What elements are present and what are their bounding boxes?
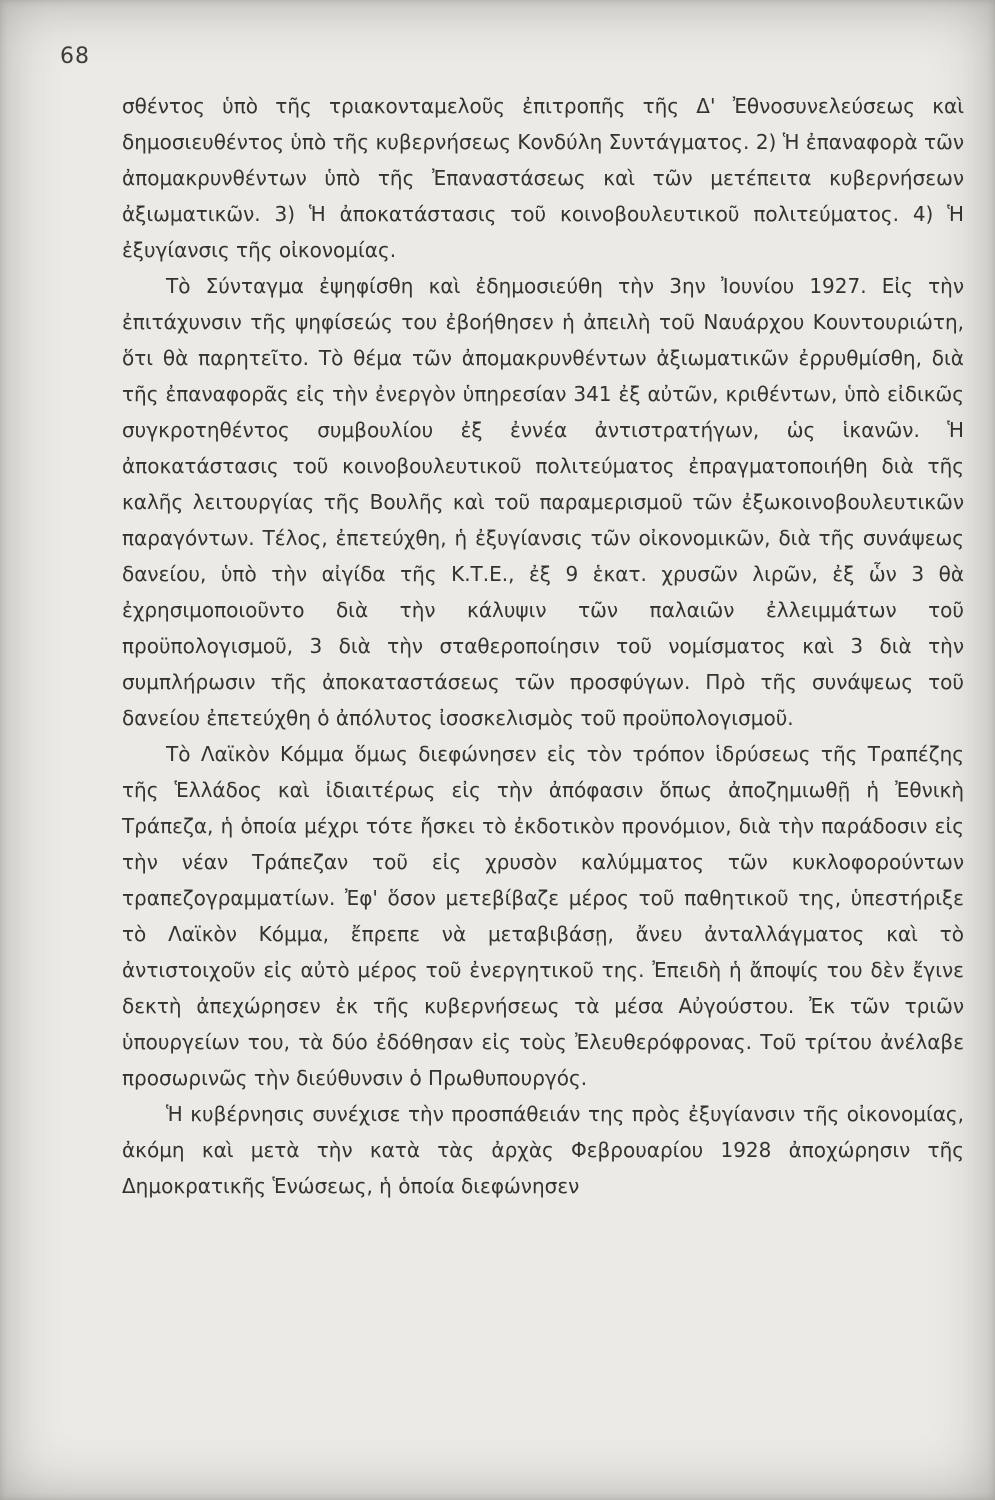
body-text bbox=[122, 88, 964, 1204]
page-number: 68 bbox=[60, 44, 90, 69]
paragraph-2: Τὸ Σύνταγμα ἐψηφίσθη καὶ ἐδημοσιεύθη τὴν 3ην Ἰουνίου 1927. Εἰς τὴν ἐπιτάχυνσιν τῆς ψηφίσεώς του ἐβοήθησεν ἡ ἀπειλὴ τοῦ Ναυάρχου Κουντουριώτη, ὅτι θὰ παρητεῖτο. Τὸ θέμα τῶν ἀπομακρυνθέντων ἀξιωματικῶν ἐρρυθμίσθη, διὰ τῆς ἐπαναφορᾶς εἰς τὴν ἐνεργὸν ὑπηρεσίαν 341 ἐξ αὐτῶν, κριθέντων, ὑπὸ εἰδικῶς συγκροτηθέντος συμβουλίου ἐξ ἐννέα ἀντιστρατήγων, ὡς ἱκανῶν. Ἡ ἀποκατάστασις τοῦ κοινοβουλευτικοῦ πολιτεύματος ἐπραγματοποιήθη διὰ τῆς καλῆς λειτουργίας τῆς Βουλῆς καὶ τοῦ παραμερισμοῦ τῶν ἐξωκοινοβουλευτικῶν παραγόντων. Τέλος, ἐπετεύχθη, ἡ ἐξυγίανσις τῶν οἰκονομικῶν, διὰ τῆς συνάψεως δανείου, ὑπὸ τὴν αἰγίδα τῆς Κ.Τ.Ε., ἐξ 9 ἑκατ. χρυσῶν λιρῶν, ἐξ ὧν 3 θὰ ἐχρησιμοποιοῦντο διὰ τὴν κάλυψιν τῶν παλαιῶν ἐλλειμμάτων τοῦ προϋπολογισμοῦ, 3 διὰ τὴν σταθεροποίησιν τοῦ νομίσματος καὶ 3 διὰ τὴν συμπλήρωσιν τῆς ἀποκαταστάσεως τῶν προσφύγων. Πρὸ τῆς συνάψεως τοῦ δανείου ἐπετεύχθη ὁ ἀπόλυτος ἰσοσκελισμὸς τοῦ προϋπολογισμοῦ. bbox=[122, 274, 964, 730]
paragraph-1-continuation: σθέντος ὑπὸ τῆς τριακονταμελοῦς ἐπιτροπῆς τῆς Δ' Ἐθνοσυνελεύσεως καὶ δημοσιευθέντος ὑπὸ τῆς κυβερνήσεως Κονδύλη Συντάγματος. 2) Ἡ ἐπαναφορὰ τῶν ἀπομακρυνθέντων ὑπὸ τῆς Ἐπαναστάσεως καὶ τῶν μετέπειτα κυβερνήσεων ἀξιωματικῶν. 3) Ἡ ἀποκατάστασις τοῦ κοινοβουλευτικοῦ πολιτεύματος. 4) Ἡ ἐξυγίανσις τῆς οἰκονομίας. bbox=[122, 94, 964, 262]
paragraph-3: Τὸ Λαϊκὸν Κόμμα ὅμως διεφώνησεν εἰς τὸν τρόπον ἱδρύσεως τῆς Τραπέζης τῆς Ἑλλάδος καὶ ἰδιαιτέρως εἰς τὴν ἀπόφασιν ὅπως ἀποζημιωθῇ ἡ Ἐθνικὴ Τράπεζα, ἡ ὁποία μέχρι τότε ἤσκει τὸ ἐκδοτικὸν προνόμιον, διὰ τὴν παράδοσιν εἰς τὴν νέαν Τράπεζαν τοῦ εἰς χρυσὸν καλύμματος τῶν κυκλοφορούντων τραπεζογραμματίων. Ἐφ' ὅσον μετεβίβαζε μέρος τοῦ παθητικοῦ της, ὑπεστήριξε τὸ Λαϊκὸν Κόμμα, ἔπρεπε νὰ μεταβιβάσῃ, ἄνευ ἀνταλλάγματος καὶ τὸ ἀντιστοιχοῦν εἰς αὐτὸ μέρος τοῦ ἐνεργητικοῦ της. Ἐπειδὴ ἡ ἄποψίς του δὲν ἔγινε δεκτὴ ἀπεχώρησεν ἐκ τῆς κυβερνήσεως τὰ μέσα Αὐγούστου. Ἐκ τῶν τριῶν ὑπουργείων του, τὰ δύο ἐδόθησαν εἰς τοὺς Ἐλευθερόφρονας. Τοῦ τρίτου ἀνέλαβε προσωρινῶς τὴν διεύθυνσιν ὁ Πρωθυπουργός. bbox=[122, 742, 964, 1090]
paragraph-4: Ἡ κυβέρνησις συνέχισε τὴν προσπάθειάν της πρὸς ἐξυγίανσιν τῆς οἰκονομίας, ἀκόμη καὶ μετὰ τὴν κατὰ τὰς ἀρχὰς Φεβρουαρίου 1928 ἀποχώρησιν τῆς Δημοκρατικῆς Ἑνώσεως, ἡ ὁποία διεφώνησεν bbox=[122, 1102, 964, 1198]
